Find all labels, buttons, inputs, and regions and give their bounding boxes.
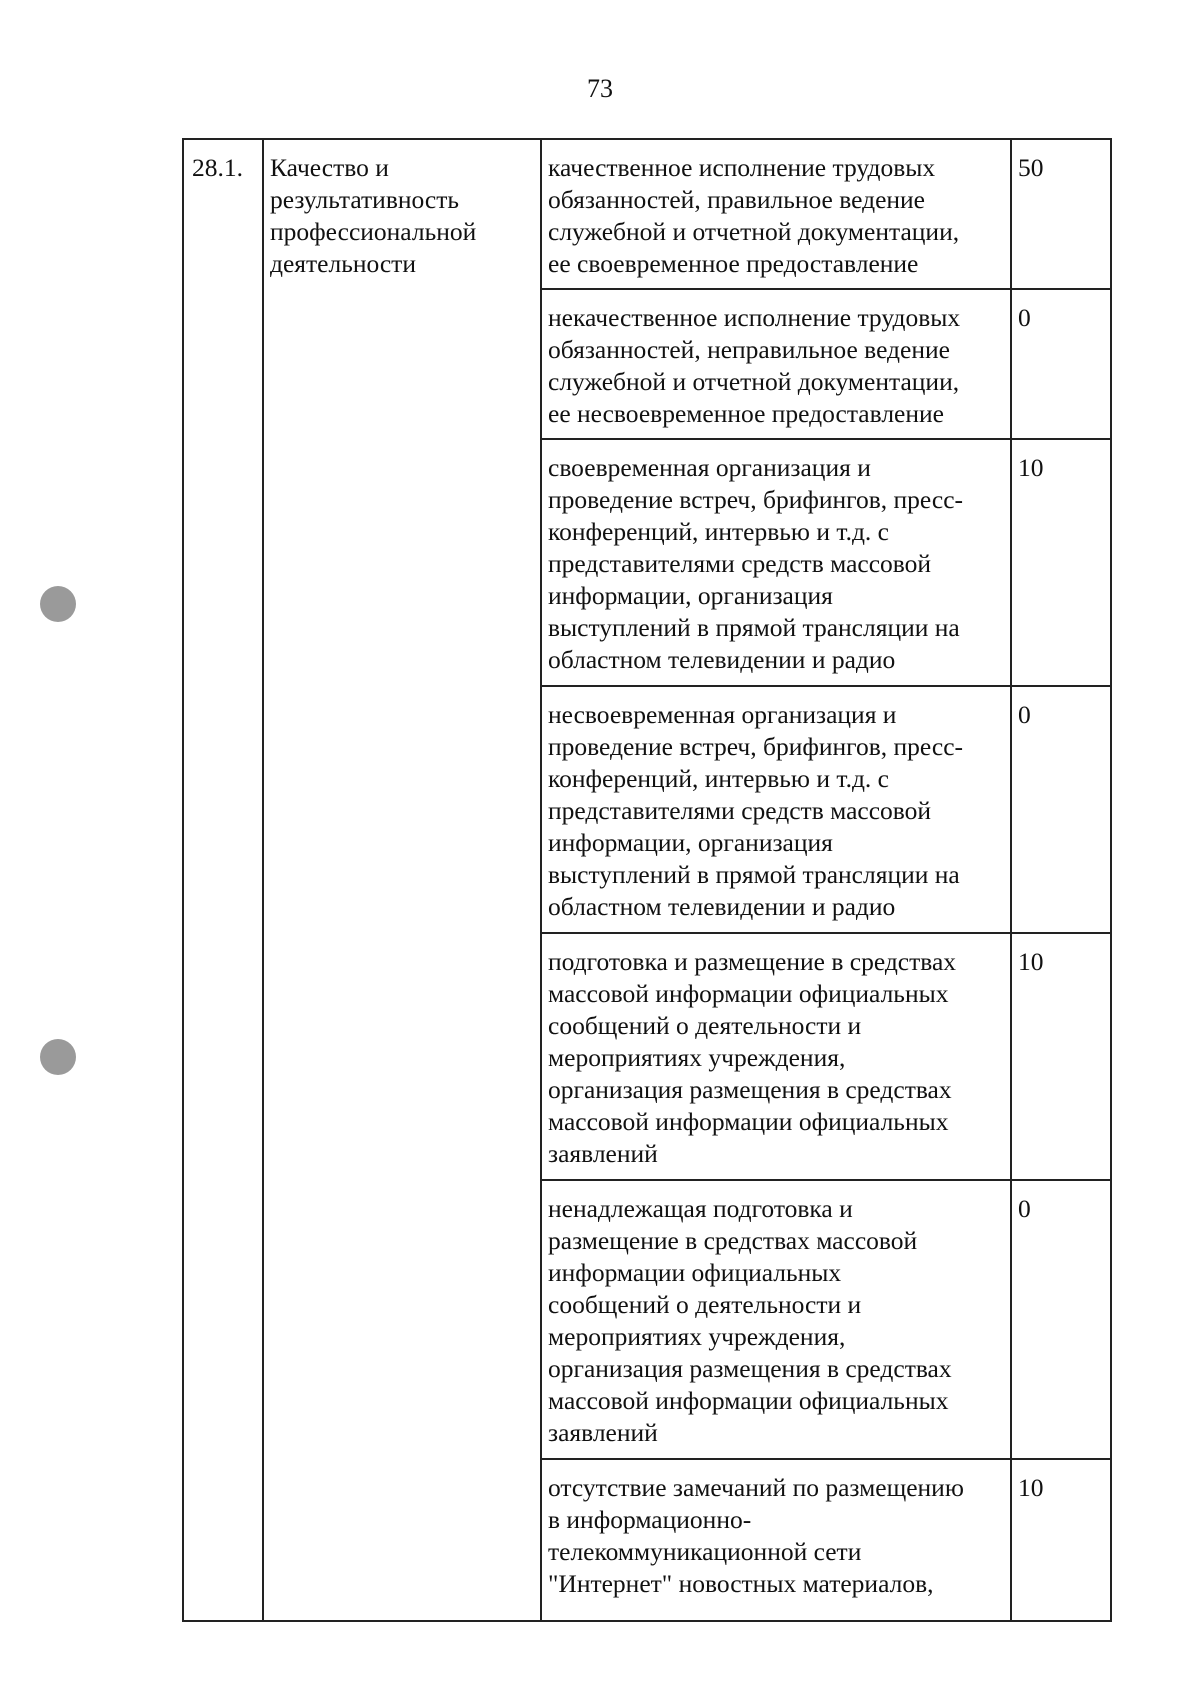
table-left-border xyxy=(182,138,184,1622)
table-bottom-border xyxy=(182,1620,1112,1622)
criterion-score: 10 xyxy=(1018,947,1044,976)
criterion-score: 0 xyxy=(1018,700,1031,729)
criterion-text: подготовка и размещение в средствах массовой информации официальных сообщений о деятельности и мероприятиях учреждения, организация размещения в средствах массовой информации официальных заявлений xyxy=(548,947,957,1168)
punch-hole-bottom xyxy=(40,1039,76,1075)
criterion-text: ненадлежащая подготовка и размещение в средствах массовой информации официальных сообщений о деятельности и мероприятиях учреждения, организация размещения в средствах массовой информации официальных заявлений xyxy=(548,1194,952,1447)
criterion-text: отсутствие замечаний по размещению в информационно- телекоммуникационной сети "Интернет" новостных материалов, xyxy=(548,1473,964,1598)
row-divider xyxy=(540,1179,1112,1181)
criteria-table xyxy=(182,138,1112,1622)
column-divider xyxy=(540,138,542,1622)
row-divider xyxy=(540,685,1112,687)
criterion-score: 10 xyxy=(1018,453,1044,482)
row-divider xyxy=(540,1458,1112,1460)
column-divider xyxy=(262,138,264,1622)
criterion-score: 50 xyxy=(1018,153,1044,182)
punch-hole-top xyxy=(40,586,76,622)
table-right-border xyxy=(1110,138,1112,1622)
criterion-text: несвоевременная организация и проведение встреч, брифингов, пресс- конференций, интервью и т.д. с представителями средств массовой информации, организация выступлений в прямой трансляции на областном телевидении и радио xyxy=(548,700,963,921)
row-divider xyxy=(540,438,1112,440)
table-top-border xyxy=(182,138,1112,140)
row-number: 28.1. xyxy=(192,153,243,182)
criterion-text: своевременная организация и проведение встреч, брифингов, пресс- конференций, интервью и т.д. с представителями средств массовой информации, организация выступлений в прямой трансляции на областном телевидении и радио xyxy=(548,453,963,674)
criterion-score: 0 xyxy=(1018,1194,1031,1223)
indicator-name: Качество и результативность профессиональной деятельности xyxy=(270,153,477,278)
page-number: 73 xyxy=(587,74,613,103)
row-divider xyxy=(540,288,1112,290)
criterion-text: качественное исполнение трудовых обязанностей, правильное ведение служебной и отчетной документации, ее своевременное предоставление xyxy=(548,153,960,278)
criterion-score: 10 xyxy=(1018,1473,1044,1502)
row-divider xyxy=(540,932,1112,934)
criterion-score: 0 xyxy=(1018,303,1031,332)
criterion-text: некачественное исполнение трудовых обязанностей, неправильное ведение служебной и отчетной документации, ее несвоевременное предоставление xyxy=(548,303,961,428)
